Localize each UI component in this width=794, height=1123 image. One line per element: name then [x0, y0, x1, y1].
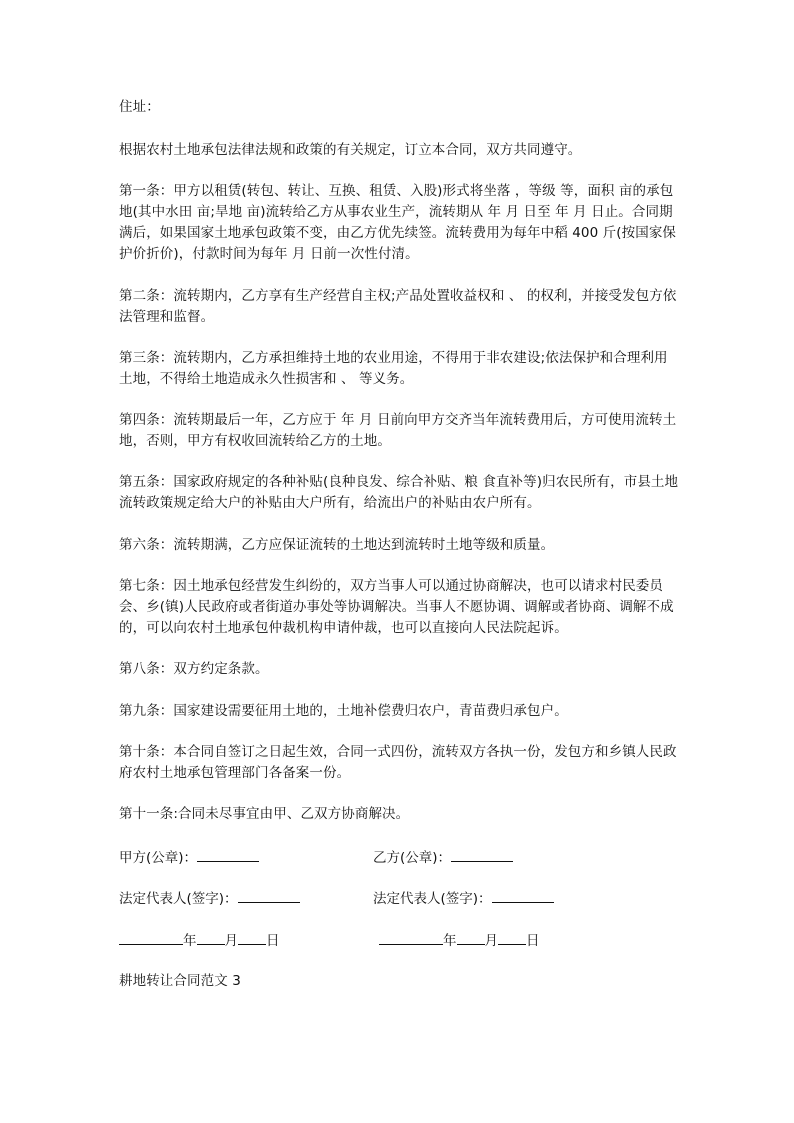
- clause-8: 第八条：双方约定条款。: [119, 661, 269, 677]
- party-b-month-blank[interactable]: [457, 929, 485, 945]
- party-b-day-blank[interactable]: [498, 929, 526, 945]
- day-label: 日: [266, 933, 280, 949]
- party-a-seal-blank[interactable]: [197, 846, 259, 862]
- party-b-seal-blank[interactable]: [451, 846, 513, 862]
- clause-7: 第七条：因土地承包经营发生纠纷的，双方当事人可以通过协商解决，也可以请求村民委员会、乡(镇)人民政府或者街道办事处等协调解决。当事人不愿协调、调解或者协商、调解不成的，可以向农村土地承包仲裁机构申请仲裁，也可以直接向人民法院起诉。: [119, 578, 674, 636]
- party-a-seal-label: 甲方(公章)：: [119, 850, 198, 866]
- party-a-rep-blank[interactable]: [238, 887, 300, 903]
- party-b-rep-blank[interactable]: [492, 887, 554, 903]
- representative-row: [119, 887, 679, 908]
- address-line: 住址：: [119, 99, 160, 115]
- clause-1: 第一条：甲方以租赁(转包、转让、互换、租赁、入股)形式将坐落 ，等级 等，面积 亩的承包地(其中水田 亩;旱地 亩)流转给乙方从事农业生产，流转期从 年 月 日至 年 月 日止。合同期满后，如果国家土地承包政策不变，由乙方优先续签。流转费用为每年中稻 400 斤(按国家保护价折价)，付款时间为每年 月 日前一次性付清。: [119, 183, 677, 262]
- year-label: 年: [443, 933, 457, 949]
- party-a-day-blank[interactable]: [238, 929, 266, 945]
- party-b-date: [379, 929, 540, 952]
- party-a-representative: [119, 887, 300, 910]
- month-label: 月: [484, 933, 498, 949]
- clause-11: 第十一条:合同未尽事宜由甲、乙双方协商解决。: [119, 806, 410, 822]
- party-a-rep-label: 法定代表人(签字)：: [119, 891, 238, 907]
- party-b-rep-label: 法定代表人(签字)：: [373, 891, 492, 907]
- party-a-month-blank[interactable]: [197, 929, 225, 945]
- party-a-seal: [119, 846, 259, 869]
- month-label: 月: [224, 933, 238, 949]
- party-b-seal: [373, 846, 513, 869]
- clause-10: 第十条：本合同自签订之日起生效，合同一式四份，流转双方各执一份，发包方和乡镇人民政府农村土地承包管理部门各备案一份。: [119, 744, 677, 781]
- party-b-representative: [373, 887, 554, 910]
- next-section-heading: 耕地转让合同范文 3: [119, 973, 241, 989]
- year-label: 年: [183, 933, 197, 949]
- party-b-seal-label: 乙方(公章)：: [373, 850, 452, 866]
- date-row: [119, 929, 679, 950]
- party-a-date: [119, 929, 280, 952]
- clause-5: 第五条：国家政府规定的各种补贴(良种良发、综合补贴、粮 食直补等)归农民所有，市县土地流转政策规定给大户的补贴由大户所有，给流出户的补贴由农户所有。: [119, 474, 679, 511]
- clause-2: 第二条：流转期内，乙方享有生产经营自主权;产品处置收益权和 、 的权利，并接受发包方依法管理和监督。: [119, 288, 677, 325]
- seal-row: [119, 846, 679, 867]
- clause-3: 第三条：流转期内，乙方承担维持土地的农业用途，不得用于非农建设;依法保护和合理利用土地，不得给土地造成永久性损害和 、 等义务。: [119, 350, 668, 387]
- clause-4: 第四条：流转期最后一年，乙方应于 年 月 日前向甲方交齐当年流转费用后，方可使用流转土地，否则，甲方有权收回流转给乙方的土地。: [119, 412, 677, 449]
- party-b-year-blank[interactable]: [379, 929, 443, 945]
- clause-6: 第六条：流转期满，乙方应保证流转的土地达到流转时土地等级和质量。: [119, 537, 555, 553]
- intro-paragraph: 根据农村土地承包法律法规和政策的有关规定，订立本合同，双方共同遵守。: [119, 142, 582, 158]
- party-a-year-blank[interactable]: [119, 929, 183, 945]
- day-label: 日: [526, 933, 540, 949]
- clause-9: 第九条：国家建设需要征用土地的，土地补偿费归农户，青苗费归承包户。: [119, 703, 568, 719]
